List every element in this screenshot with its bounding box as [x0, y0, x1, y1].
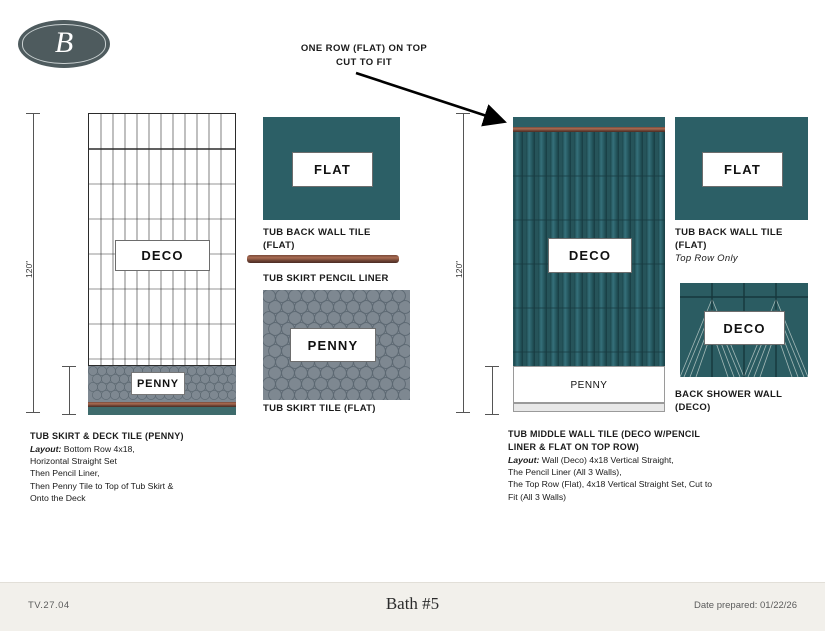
callout-line-2: CUT TO FIT [335, 56, 393, 68]
deco-tag-right: DECO [704, 311, 785, 345]
label-subtitle: Top Row Only [675, 252, 738, 264]
footer-title: Bath #5 [385, 594, 440, 613]
caption-layout-line: Layout: Wall (Deco) 4x18 Vertical Straight, [508, 454, 674, 465]
caption-tub-skirt-deck [30, 430, 265, 504]
dimension-label-right: 120" [454, 260, 464, 278]
label-line-1: BACK SHOWER WALL [675, 389, 783, 400]
dimension-line-right-bottom [485, 366, 499, 415]
dimension-line-left-bottom [62, 366, 76, 415]
swatch-tub-skirt-pencil-liner [247, 255, 399, 263]
caption-title: TUB SKIRT & DECK TILE (PENNY) [30, 431, 184, 441]
label-line-2: (DECO) [675, 401, 711, 413]
left-deco-tag: DECO [115, 240, 210, 271]
left-bottom-flat-row [88, 407, 236, 415]
label-back-shower-wall [675, 389, 825, 415]
penny-tag-middle: PENNY [290, 328, 376, 362]
right-deck-strip [513, 403, 665, 412]
label-tub-skirt-tile-flat: TUB SKIRT TILE (FLAT) [263, 403, 376, 414]
brand-logo [18, 20, 110, 68]
page-footer [0, 582, 825, 631]
callout-line-1: ONE ROW (FLAT) ON TOP [300, 43, 428, 54]
brand-logo-ring [22, 24, 106, 64]
dimension-label-left: 120" [24, 260, 34, 278]
footer-date: Date prepared: 01/22/26 [694, 600, 797, 611]
label-line-1: TUB BACK WALL TILE [263, 227, 371, 238]
left-penny-tag: PENNY [131, 372, 185, 395]
label-line-2: (FLAT) [675, 239, 707, 251]
caption-title-line-2: LINER & FLAT ON TOP ROW) [508, 441, 639, 452]
callout-note [255, 42, 473, 70]
label-tub-back-wall-flat-left [263, 227, 423, 253]
label-tub-skirt-pencil-liner: TUB SKIRT PENCIL LINER [263, 273, 389, 284]
label-line-1: TUB BACK WALL TILE [675, 227, 783, 238]
caption-layout-line: Layout: Bottom Row 4x18, [30, 443, 135, 454]
flat-tag-left: FLAT [292, 152, 373, 187]
caption-title-line-1: TUB MIDDLE WALL TILE (DECO W/PENCIL [508, 429, 701, 439]
caption-tub-middle-wall [508, 428, 798, 503]
caption-body-1: Horizontal Straight Set [30, 456, 117, 467]
caption-body-4: Onto the Deck [30, 493, 86, 504]
label-line-2: (FLAT) [263, 239, 295, 251]
caption-body-3: Then Penny Tile to Top of Tub Skirt & [30, 480, 174, 491]
caption-body-2: The Top Row (Flat), 4x18 Vertical Straight Set, Cut to [508, 479, 713, 490]
label-tub-back-wall-flat-right [675, 227, 825, 265]
caption-body-3: Fit (All 3 Walls) [508, 491, 567, 502]
footer-code: TV.27.04 [28, 600, 70, 611]
right-penny-label: PENNY [570, 379, 608, 391]
right-top-flat-row [513, 117, 665, 127]
brand-logo-letter: B [54, 25, 74, 59]
caption-body-1: The Pencil Liner (All 3 Walls), [508, 466, 622, 477]
caption-body-2: Then Pencil Liner, [30, 468, 100, 479]
right-deco-tag: DECO [548, 238, 632, 273]
flat-tag-right: FLAT [702, 152, 783, 187]
